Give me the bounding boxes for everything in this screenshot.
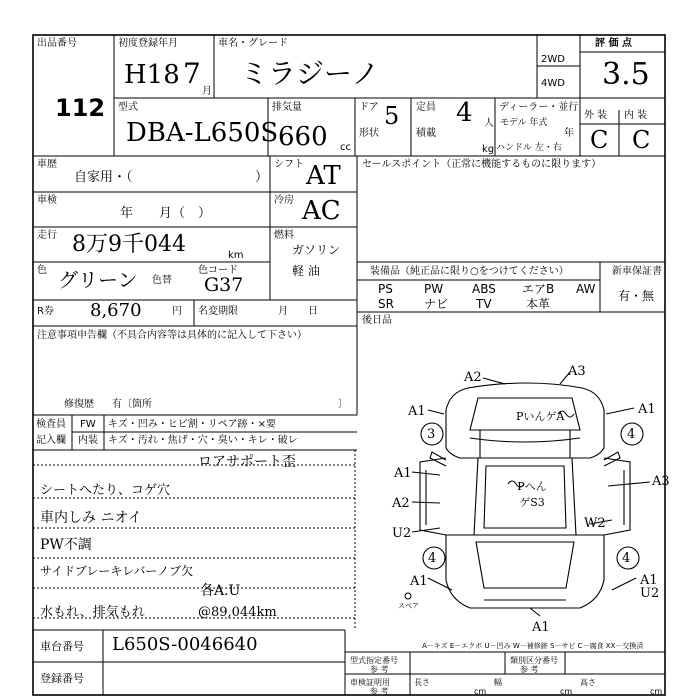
model-label: 型式	[118, 102, 138, 113]
mileage-value: 8万9千044	[72, 232, 186, 257]
lot-number-label: 出品番号	[37, 38, 77, 49]
year-unit: 年	[564, 128, 574, 139]
mark-a2-left-side: A2	[392, 496, 410, 511]
warranty-value: 有・無	[618, 289, 655, 303]
height-cm: cm	[650, 687, 663, 696]
inspection-label: 車検	[37, 195, 57, 206]
door-value: 5	[384, 102, 400, 130]
month-unit: 月	[202, 86, 212, 97]
equip-navi: ナビ	[424, 297, 449, 311]
note-line-1: ロアサポート歪	[198, 454, 296, 470]
recycle-value: 8,670	[90, 300, 142, 321]
fuel-diesel: 軽 油	[292, 264, 320, 278]
length-cm: cm	[474, 687, 487, 696]
mark-a3-right-side: A3	[652, 474, 670, 489]
dealer-label: ディーラー・並行	[499, 102, 579, 113]
cert-length-label: 車検証明用	[350, 678, 390, 687]
mark-wheel-rear-right: 4	[622, 551, 631, 566]
registration-label: 登録番号	[40, 672, 84, 685]
mark-a3-top: A3	[568, 364, 586, 379]
shift-label: シフト	[274, 159, 304, 170]
chassis-value: L650S-0046640	[112, 634, 258, 655]
first-registration-month: 7	[183, 57, 201, 90]
mark-a1-front-right: A1	[638, 402, 656, 417]
category-sub: 参 考	[520, 665, 539, 674]
mileage-label: 走行	[37, 230, 57, 241]
interior-items-label: 内装	[78, 435, 98, 446]
height-label: 高さ	[580, 678, 596, 687]
equip-pw: PW	[424, 282, 444, 296]
color-code-value: G37	[204, 274, 244, 296]
inspection-text: 年 月（ ）	[120, 206, 212, 221]
spare-label: スペア	[398, 602, 419, 610]
evaluation-score: 3.5	[602, 57, 650, 92]
mark-a2-top: A2	[464, 370, 482, 385]
shape-label: 形状	[359, 128, 379, 139]
drive-4wd: 4WD	[541, 78, 565, 89]
title-period-label: 名変期限	[198, 306, 238, 317]
color-code-label: 色コード	[198, 265, 238, 276]
drive-2wd: 2WD	[541, 54, 565, 65]
exterior-label: 外 装	[584, 110, 608, 121]
equip-tv: TV	[476, 297, 492, 311]
history-options: 自家用・（	[74, 170, 133, 185]
inspector-label-bottom: 記入欄	[36, 435, 66, 446]
width-label: 幅	[494, 678, 502, 687]
mark-hood: PいんゲA	[516, 410, 565, 423]
load-label: 積載	[416, 128, 436, 139]
car-name: ミラジーノ	[240, 57, 380, 90]
evaluation-label: 評 価 点	[595, 38, 632, 49]
recycle-label: R券	[37, 306, 54, 317]
damage-legend: A－キズ E－エクボ U－凹み W－補修跡 S－サビ C－腐食 XX－交換済	[422, 642, 644, 650]
note-line-4: PW不調	[40, 537, 92, 553]
mark-a1-left-side: A1	[394, 466, 412, 481]
interior-items: キズ・汚れ・焦げ・穴・臭い・キレ・破レ	[108, 435, 298, 446]
mark-roof: PへんゲS3	[517, 480, 547, 509]
inspector-label-top: 検査員	[36, 419, 66, 430]
model-value: DBA-L650S	[126, 118, 279, 148]
model-year-label: モデル 年式	[500, 118, 548, 128]
color-change-label: 色替	[152, 275, 172, 286]
mark-a1-rear: A1	[532, 620, 550, 635]
warranty-label: 新車保証書	[612, 266, 662, 277]
note-line-5: サイドブレーキレバーノブ欠	[40, 564, 194, 578]
shift-value: AT	[306, 161, 341, 191]
km-unit: km	[228, 250, 244, 261]
first-registration-year: H18	[124, 60, 180, 90]
equip-ps: PS	[378, 282, 393, 296]
mark-wheel-front-right: 4	[627, 427, 636, 442]
interior-grade: C	[632, 126, 651, 154]
mark-u2-left-side: U2	[392, 526, 412, 541]
ac-label: 冷房	[274, 195, 294, 206]
model-cert-sub: 参 考	[370, 665, 389, 674]
title-period-text: 月 日	[278, 306, 318, 317]
repair-value: 有〔箇所	[112, 399, 152, 410]
equip-airbag: エアB	[522, 282, 555, 296]
note-line-6: 水もれ、排気もれ	[40, 605, 145, 620]
sales-point-label: セールスポイント（正常に機能するものに限ります）	[362, 159, 602, 170]
mark-w2-right-side: W2	[584, 516, 606, 531]
category-label: 類別区分番号	[510, 656, 558, 665]
displacement-value: 660	[278, 122, 328, 152]
car-name-label: 車名・グレード	[218, 38, 288, 49]
note-odometer: @89,044km	[198, 605, 277, 620]
note-line-3: 車内しみ ニオイ	[40, 510, 142, 526]
color-label: 色	[37, 265, 47, 276]
equip-aw: AW	[576, 282, 596, 296]
equip-abs: ABS	[472, 282, 496, 296]
first-registration-label: 初度登録年月	[118, 38, 178, 49]
person-unit: 人	[484, 118, 494, 129]
note-all-parts: 各A.U	[200, 583, 241, 599]
mark-wheel-front-left: 3	[427, 427, 436, 442]
mark-a1-front-left: A1	[408, 404, 426, 419]
caution-label: 注意事項申告欄（不具合内容等は具体的に記入して下さい）	[37, 330, 307, 341]
yen-unit: 円	[172, 306, 182, 317]
model-cert-label: 型式指定番号	[350, 656, 398, 665]
fuel-label: 燃料	[274, 230, 294, 241]
exterior-grade: C	[590, 126, 609, 154]
note-line-2: シートへたり、コゲ穴	[40, 483, 171, 498]
fw-items: キズ・凹み・ヒビ割・リペア跡・×要	[108, 419, 276, 430]
fw-label: FW	[80, 419, 96, 430]
mark-wheel-rear-left: 4	[428, 551, 437, 566]
chassis-label: 車台番号	[40, 640, 84, 653]
repair-label: 修復歴	[64, 399, 94, 410]
equip-leather: 本革	[526, 297, 551, 311]
width-cm: cm	[560, 687, 573, 696]
repair-close: 〕	[338, 399, 348, 410]
handle-label: ハンドル 左・右	[496, 143, 562, 153]
capacity-label: 定員	[416, 102, 436, 113]
ac-value: AC	[302, 196, 341, 226]
length-label: 長さ	[414, 678, 430, 687]
capacity-value: 4	[456, 98, 473, 128]
equip-sr: SR	[378, 297, 394, 311]
cert-length-sub: 参 考	[370, 687, 389, 696]
mark-a1-rear-left: A1	[410, 574, 428, 589]
fuel-gasoline: ガソリン	[292, 243, 341, 257]
lot-number: 112	[55, 94, 106, 122]
mark-a1-u2-rear-right: A1 U2	[640, 573, 660, 601]
interior-label: 内 装	[624, 110, 648, 121]
displacement-label: 排気量	[272, 102, 302, 113]
color-value: グリーン	[58, 268, 138, 292]
history-close: ）	[255, 170, 269, 185]
rear-items-label: 後日品	[362, 315, 392, 326]
kg-unit: kg	[482, 144, 495, 155]
cc-unit: cc	[340, 142, 351, 153]
door-label: ドア	[359, 102, 379, 113]
history-label: 車歴	[37, 159, 57, 170]
equipment-label: 装備品（純正品に限り○をつけてください）	[370, 266, 569, 277]
